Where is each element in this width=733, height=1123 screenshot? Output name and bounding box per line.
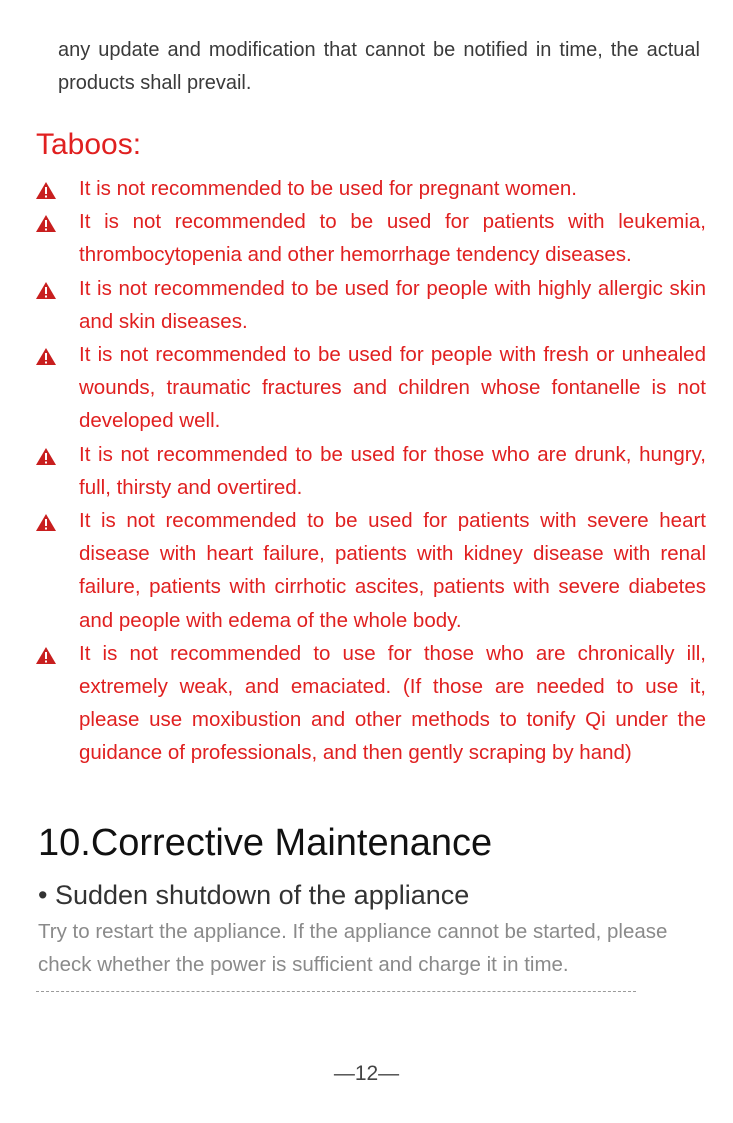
taboo-item xyxy=(34,637,706,770)
section-title: 10.Corrective Maintenance xyxy=(38,822,493,864)
taboo-text: It is not recommended to use for those who are chronically ill, extremely weak, and emaciated. (If those are needed to use it, please use moxibustion and other methods to tonify Qi under the guidance of professionals, and then gently scraping by hand) xyxy=(79,641,706,765)
taboo-text: It is not recommended to be used for pregnant women. xyxy=(79,177,577,200)
section-body: Try to restart the appliance. If the appliance cannot be started, please check whether the power is sufficient and charge it in time. xyxy=(38,920,668,976)
taboo-text: It is not recommended to be used for people with highly allergic skin and skin diseases. xyxy=(79,276,706,333)
taboo-item xyxy=(34,272,706,338)
taboo-list xyxy=(34,172,706,770)
taboo-item xyxy=(34,504,706,637)
warning-triangle-icon xyxy=(35,513,57,532)
section-subtitle: • Sudden shutdown of the appliance xyxy=(38,880,470,910)
warning-triangle-icon xyxy=(35,181,57,200)
warning-triangle-icon xyxy=(35,281,57,300)
taboo-text: It is not recommended to be used for people with fresh or unhealed wounds, traumatic fractures and children whose fontanelle is not developed well. xyxy=(79,343,706,433)
taboo-text: It is not recommended to be used for those who are drunk, hungry, full, thirsty and overtired. xyxy=(79,442,706,499)
warning-triangle-icon xyxy=(35,447,57,466)
taboo-item xyxy=(34,172,706,205)
taboo-item xyxy=(34,338,706,438)
warning-triangle-icon xyxy=(35,646,57,665)
dashed-divider xyxy=(36,991,636,992)
page-number: —12— xyxy=(333,1062,400,1085)
intro-paragraph: any update and modification that cannot be notified in time, the actual products shall prevail. xyxy=(58,39,700,94)
taboo-item xyxy=(34,205,706,271)
taboo-text: It is not recommended to be used for patients with severe heart disease with heart failure, patients with kidney disease with renal failure, patients with cirrhotic ascites, patients with severe diabetes and people with edema of the whole body. xyxy=(79,509,706,632)
warning-triangle-icon xyxy=(35,347,57,366)
taboo-text: It is not recommended to be used for patients with leukemia, thrombocytopenia and other hemorrhage tendency diseases. xyxy=(79,210,706,267)
taboo-item xyxy=(34,438,706,504)
taboos-heading: Taboos: xyxy=(36,128,142,161)
warning-triangle-icon xyxy=(35,214,57,233)
